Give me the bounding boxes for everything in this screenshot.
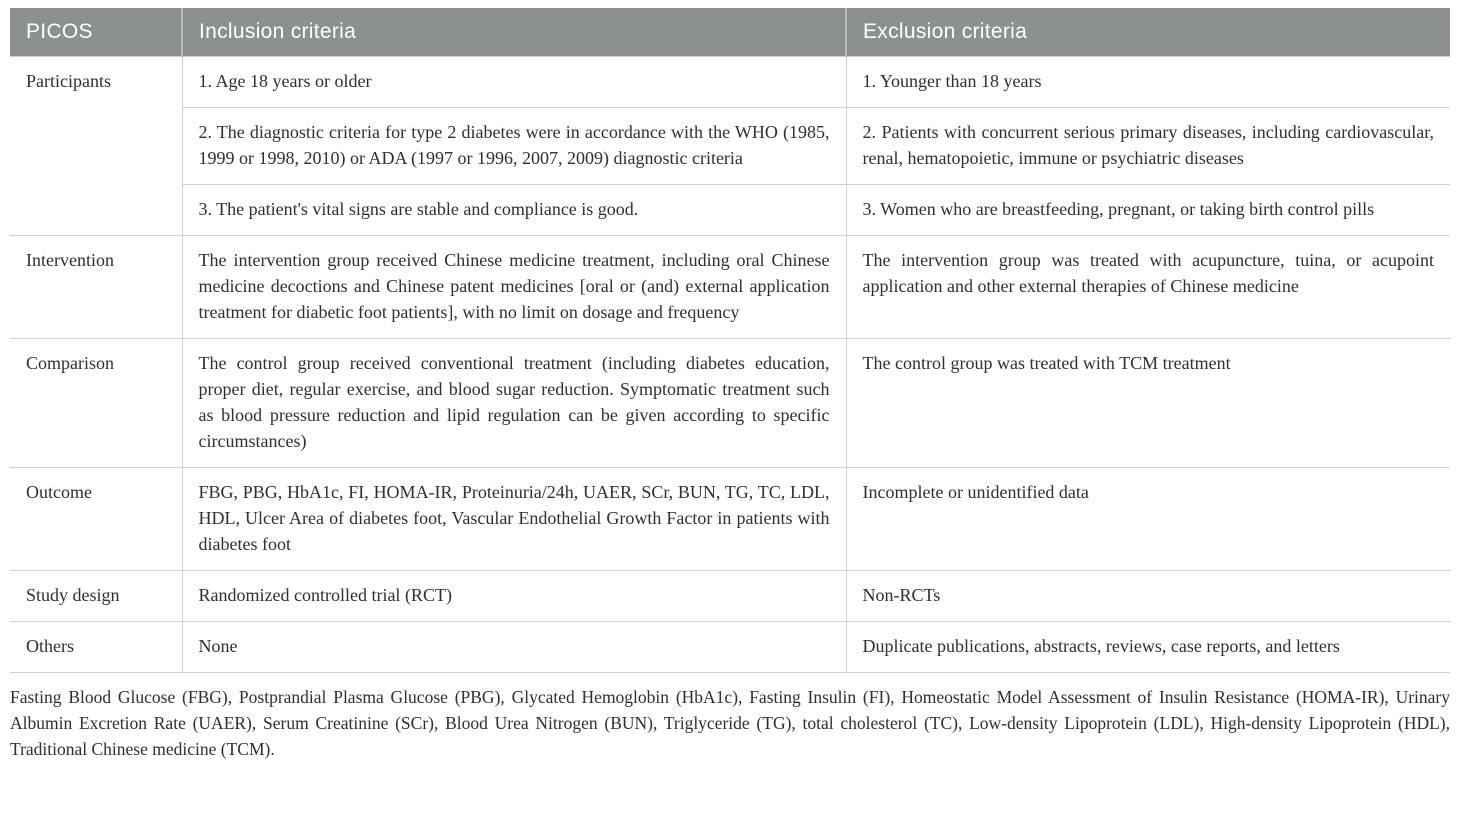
table-row-outcome: [10, 468, 1450, 571]
picos-criteria-table: [10, 8, 1450, 673]
inclusion-cell-outcome: FBG, PBG, HbA1c, FI, HOMA-IR, Proteinuria/24h, UAER, SCr, BUN, TG, TC, LDL, HDL, Ulcer Area of diabetes foot, Vascular Endothelial Growth Factor in patients with diabetes foot: [182, 468, 846, 571]
inclusion-cell-participants-3: 3. The patient's vital signs are stable and compliance is good.: [182, 185, 846, 236]
inclusion-cell-study-design: Randomized controlled trial (RCT): [182, 571, 846, 622]
table-row-study-design: [10, 571, 1450, 622]
table-row-intervention: [10, 236, 1450, 339]
exclusion-cell-participants-3: 3. Women who are breastfeeding, pregnant, or taking birth control pills: [846, 185, 1450, 236]
picos-label-participants: Participants: [10, 57, 182, 236]
column-header-picos: PICOS: [10, 8, 182, 57]
exclusion-cell-participants-1: 1. Younger than 18 years: [846, 57, 1450, 108]
table-row-others: [10, 622, 1450, 673]
table-body: [10, 57, 1450, 673]
picos-label-study-design: Study design: [10, 571, 182, 622]
picos-label-outcome: Outcome: [10, 468, 182, 571]
table-header: [10, 8, 1450, 57]
table-row-participants-1: [10, 57, 1450, 108]
exclusion-cell-others: Duplicate publications, abstracts, reviews, case reports, and letters: [846, 622, 1450, 673]
exclusion-cell-study-design: Non-RCTs: [846, 571, 1450, 622]
picos-label-intervention: Intervention: [10, 236, 182, 339]
exclusion-cell-comparison: The control group was treated with TCM treatment: [846, 339, 1450, 468]
table-row-participants-3: [10, 185, 1450, 236]
inclusion-cell-comparison: The control group received conventional treatment (including diabetes education, proper diet, regular exercise, and blood sugar reduction. Symptomatic treatment such as blood pressure reduction and lipid regulation can be given according to specific circumstances): [182, 339, 846, 468]
inclusion-cell-intervention: The intervention group received Chinese medicine treatment, including oral Chinese medicine decoctions and Chinese patent medicines [oral or (and) external application treatment for diabetic foot patients], with no limit on dosage and frequency: [182, 236, 846, 339]
picos-label-comparison: Comparison: [10, 339, 182, 468]
column-header-exclusion: Exclusion criteria: [846, 8, 1450, 57]
inclusion-cell-participants-2: 2. The diagnostic criteria for type 2 diabetes were in accordance with the WHO (1985, 1999 or 1998, 2010) or ADA (1997 or 1996, 2007, 2009) diagnostic criteria: [182, 108, 846, 185]
exclusion-cell-intervention: The intervention group was treated with acupuncture, tuina, or acupoint application and other external therapies of Chinese medicine: [846, 236, 1450, 339]
table-footnote: Fasting Blood Glucose (FBG), Postprandial Plasma Glucose (PBG), Glycated Hemoglobin (HbA1c), Fasting Insulin (FI), Homeostatic Model Assessment of Insulin Resistance (HOMA-IR), Urinary Albumin Excretion Rate (UAER), Serum Creatinine (SCr), Blood Urea Nitrogen (BUN), Triglyceride (TG), total cholesterol (TC), Low-density Lipoprotein (LDL), High-density Lipoprotein (HDL), Traditional Chinese medicine (TCM).: [10, 687, 1450, 759]
header-row: [10, 8, 1450, 57]
table-row-comparison: [10, 339, 1450, 468]
inclusion-cell-others: None: [182, 622, 846, 673]
picos-label-others: Others: [10, 622, 182, 673]
exclusion-cell-participants-2: 2. Patients with concurrent serious primary diseases, including cardiovascular, renal, hematopoietic, immune or psychiatric diseases: [846, 108, 1450, 185]
table-row-participants-2: [10, 108, 1450, 185]
column-header-inclusion: Inclusion criteria: [182, 8, 846, 57]
inclusion-cell-participants-1: 1. Age 18 years or older: [182, 57, 846, 108]
exclusion-cell-outcome: Incomplete or unidentified data: [846, 468, 1450, 571]
